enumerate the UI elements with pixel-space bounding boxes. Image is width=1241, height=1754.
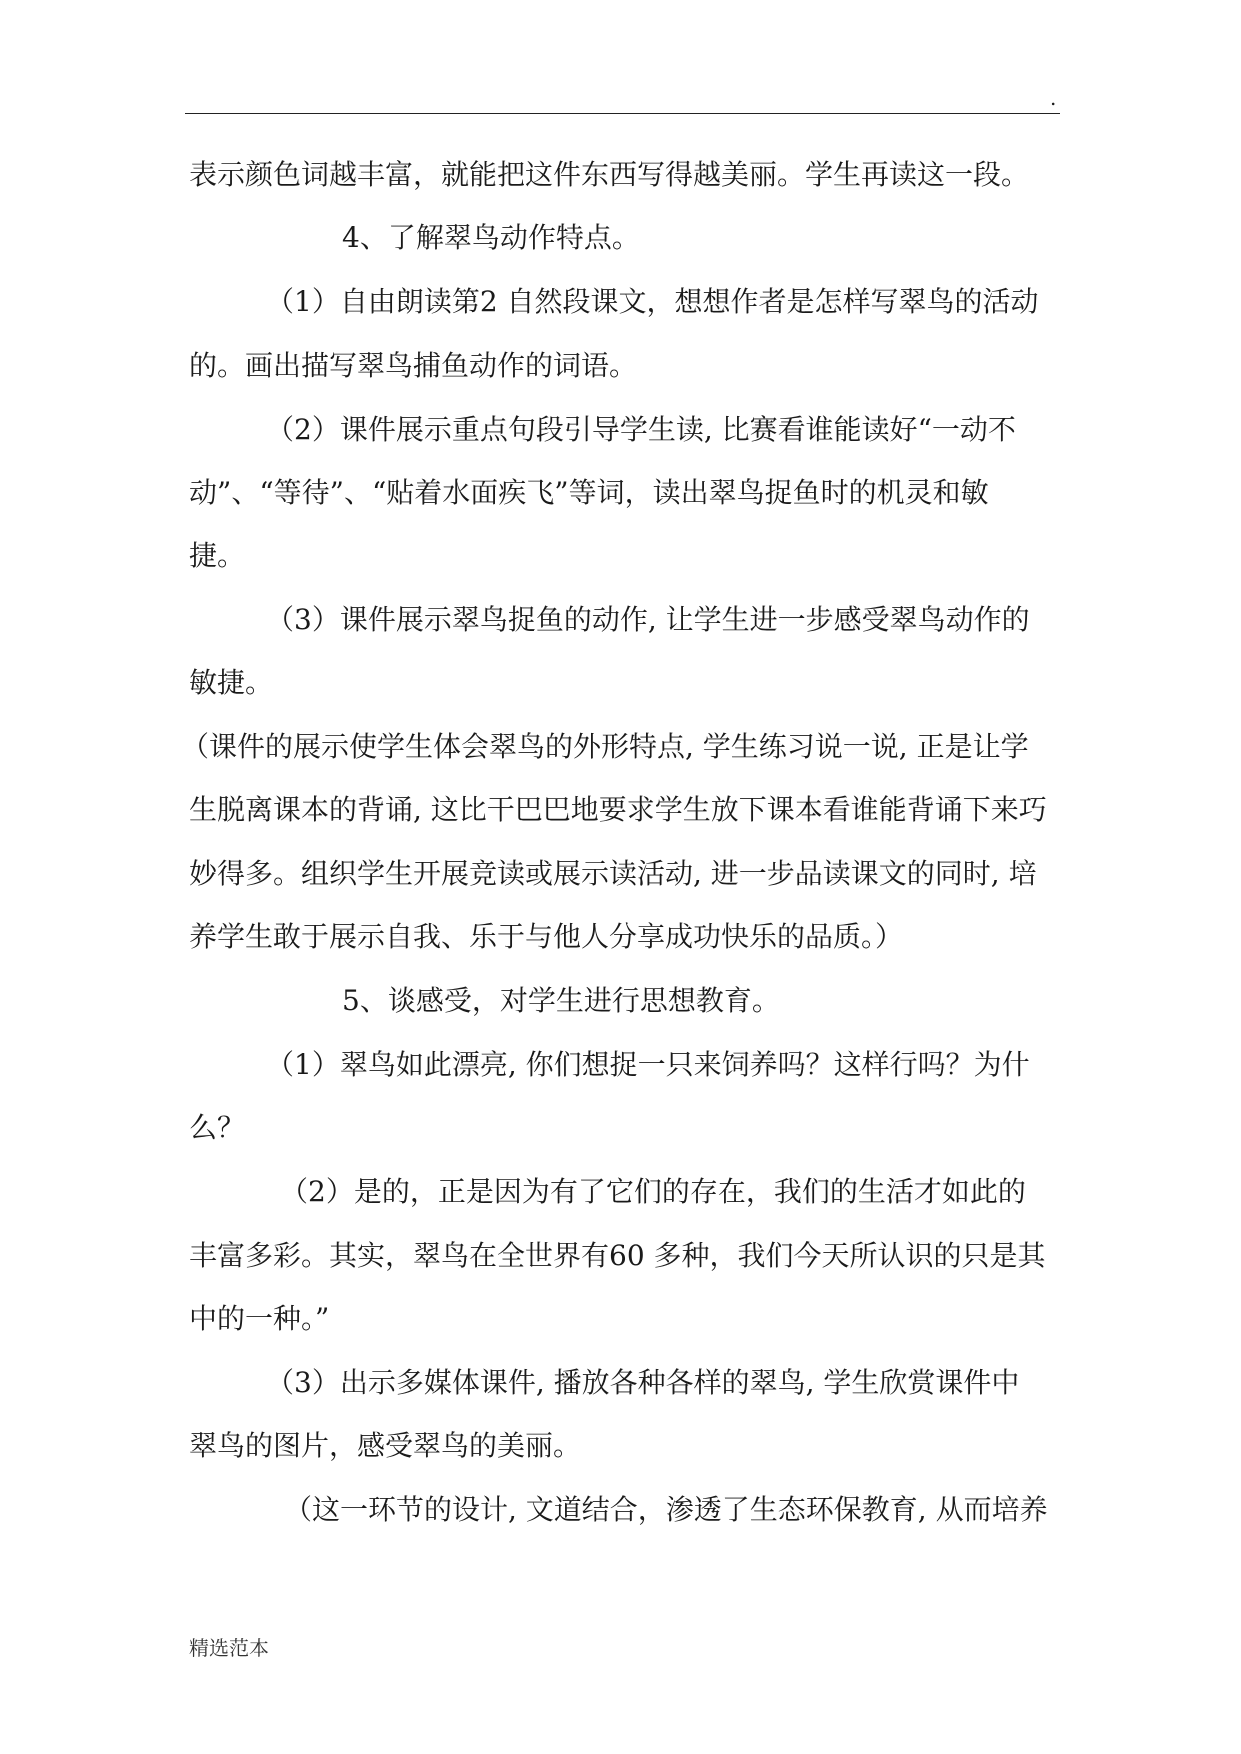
text-line: （1）翠鸟如此漂亮, 你们想捉一只来饲养吗？这样行吗？为什	[266, 1048, 1030, 1081]
text-line: 丰富多彩。其实，翠鸟在全世界有60 多种，我们今天所认识的只是其	[189, 1239, 1046, 1272]
text-line: 生脱离课本的背诵, 这比干巴巴地要求学生放下课本看谁能背诵下来巧	[189, 793, 1047, 826]
text-line: （3）出示多媒体课件, 播放各种各样的翠鸟, 学生欣赏课件中	[266, 1366, 1020, 1399]
text-line: （3）课件展示翠鸟捉鱼的动作, 让学生进一步感受翠鸟动作的	[266, 603, 1030, 636]
text-line: 中的一种。”	[189, 1302, 330, 1335]
text-line: （2）是的，正是因为有了它们的存在，我们的生活才如此的	[280, 1175, 1026, 1208]
text-line: 么？	[189, 1111, 246, 1144]
text-line: 动”、“等待”、“贴着水面疾飞”等词，读出翠鸟捉鱼时的机灵和敏	[189, 476, 989, 509]
text-line: 养学生敢于展示自我、乐于与他人分享成功快乐的品质。）	[189, 920, 904, 953]
text-line: 妙得多。组织学生开展竞读或展示读活动, 进一步品读课文的同时, 培	[189, 857, 1037, 890]
text-line: 捷。	[189, 539, 246, 572]
text-line: （这一环节的设计, 文道结合，渗透了生态环保教育, 从而培养	[284, 1493, 1048, 1526]
section-heading: 5、谈感受，对学生进行思想教育。	[342, 984, 780, 1017]
header-rule	[185, 113, 1060, 114]
footer-label: 精选范本	[189, 1636, 269, 1660]
text-line: 的。画出描写翠鸟捕鱼动作的词语。	[189, 349, 638, 382]
text-line: （课件的展示使学生体会翠鸟的外形特点, 学生练习说一说, 正是让学	[181, 730, 1029, 763]
section-heading: 4、了解翠鸟动作特点。	[342, 221, 640, 254]
text-line: 敏捷。	[189, 666, 274, 699]
header-mark: .	[1050, 86, 1057, 110]
text-line: 表示颜色词越丰富，就能把这件东西写得越美丽。学生再读这一段。	[189, 158, 1030, 191]
text-line: （1）自由朗读第2 自然段课文，想想作者是怎样写翠鸟的活动	[266, 285, 1039, 318]
text-line: 翠鸟的图片，感受翠鸟的美丽。	[189, 1429, 582, 1462]
text-line: （2）课件展示重点句段引导学生读, 比赛看谁能读好“一动不	[266, 413, 1016, 446]
